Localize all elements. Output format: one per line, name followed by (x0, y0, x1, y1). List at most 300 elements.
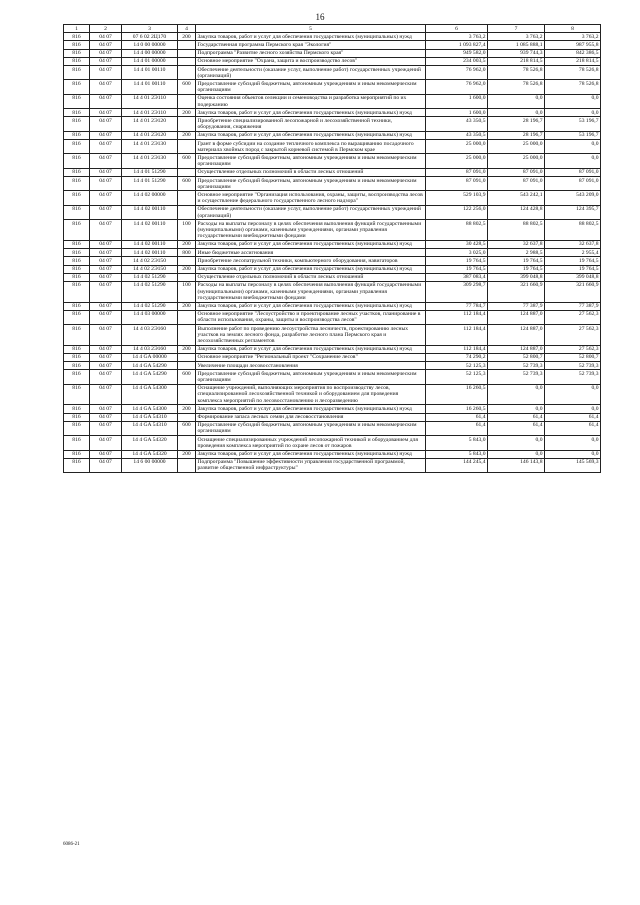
cell-amount-year3: 842 386,5 (545, 49, 601, 57)
cell-amount-year2: 543 242,1 (488, 191, 545, 205)
cell-expense-type (178, 325, 196, 346)
cell-target-article: 14 4 01 51290 (122, 168, 178, 176)
cell-target-article: 14 4 GA 54290 (122, 370, 178, 384)
cell-amount-year2: 0,0 (488, 450, 545, 458)
cell-amount-year1: 3 025,0 (426, 249, 488, 257)
cell-section: 04 07 (90, 458, 122, 472)
cell-name: Грант в форме субсидии на создание тепличного комплекса по выращиванию посадочного материала хвойных пород с закрытой корневой системой в Пермском крае (196, 140, 426, 154)
cell-name: Предоставление субсидий бюджетным, автономным учреждениям и иным некоммерческим организациям (196, 80, 426, 94)
table-row (64, 257, 601, 265)
cell-amount-year2: 52 800,7 (488, 353, 545, 361)
cell-amount-year2: 0,0 (488, 436, 545, 450)
cell-expense-type: 200 (178, 405, 196, 413)
cell-section: 04 07 (90, 265, 122, 273)
cell-expense-type: 800 (178, 249, 196, 257)
table-row (64, 33, 601, 41)
table-row (64, 205, 601, 219)
cell-section: 04 07 (90, 257, 122, 265)
cell-amount-year3: 52 800,7 (545, 353, 601, 361)
cell-target-article: 14 4 02 00110 (122, 220, 178, 241)
cell-name: Государственная программа Пермского края "Экология" (196, 41, 426, 49)
cell-expense-type (178, 384, 196, 405)
cell-amount-year2: 52 739,3 (488, 370, 545, 384)
cell-amount-year3: 0,0 (545, 94, 601, 108)
table-row (64, 384, 601, 405)
cell-expense-type: 100 (178, 281, 196, 302)
cell-section: 04 07 (90, 205, 122, 219)
cell-amount-year3: 145 569,3 (545, 458, 601, 472)
cell-section: 04 07 (90, 168, 122, 176)
header-row (64, 25, 601, 33)
cell-amount-year2: 124 887,0 (488, 310, 545, 324)
cell-expense-type (178, 273, 196, 281)
cell-section: 04 07 (90, 249, 122, 257)
cell-section: 04 07 (90, 405, 122, 413)
cell-amount-year1: 87 091,0 (426, 177, 488, 191)
cell-section: 04 07 (90, 94, 122, 108)
cell-name: Закупка товаров, работ и услуг для обеспечения государственных (муниципальных) нужд (196, 450, 426, 458)
cell-amount-year2: 88 802,5 (488, 220, 545, 241)
cell-section: 04 07 (90, 41, 122, 49)
table-row (64, 140, 601, 154)
table-row (64, 345, 601, 353)
cell-expense-type (178, 117, 196, 131)
cell-ministry: 816 (64, 384, 90, 405)
cell-name: Осуществление отдельных полномочий в области лесных отношений (196, 168, 426, 176)
cell-section: 04 07 (90, 273, 122, 281)
cell-expense-type (178, 168, 196, 176)
cell-amount-year1: 234 003,5 (426, 57, 488, 65)
table-row (64, 265, 601, 273)
cell-name: Закупка товаров, работ и услуг для обеспечения государственных (муниципальных) нужд (196, 345, 426, 353)
cell-name: Закупка товаров, работ и услуг для обеспечения государственных (муниципальных) нужд (196, 405, 426, 413)
cell-amount-year2: 2 988,5 (488, 249, 545, 257)
cell-amount-year3: 0,0 (545, 384, 601, 405)
cell-expense-type: 200 (178, 109, 196, 117)
cell-ministry: 816 (64, 66, 90, 80)
cell-target-article: 14 4 01 2Э110 (122, 109, 178, 117)
cell-name: Закупка товаров, работ и услуг для обеспечения государственных (муниципальных) нужд (196, 131, 426, 139)
cell-amount-year3: 78 526,8 (545, 66, 601, 80)
cell-amount-year2: 78 526,8 (488, 80, 545, 94)
table-row (64, 131, 601, 139)
cell-ministry: 816 (64, 117, 90, 131)
cell-expense-type (178, 362, 196, 370)
table-row (64, 325, 601, 346)
table-row (64, 450, 601, 458)
cell-amount-year3: 27 562,3 (545, 325, 601, 346)
cell-section: 04 07 (90, 384, 122, 405)
cell-ministry: 816 (64, 220, 90, 241)
cell-amount-year1: 1 600,0 (426, 109, 488, 117)
cell-name: Иные бюджетные ассигнования (196, 249, 426, 257)
cell-target-article: 14 4 03 00000 (122, 310, 178, 324)
cell-section: 04 07 (90, 362, 122, 370)
cell-amount-year2: 78 526,8 (488, 66, 545, 80)
cell-amount-year3: 0,0 (545, 154, 601, 168)
cell-amount-year2: 0,0 (488, 405, 545, 413)
cell-ministry: 816 (64, 205, 90, 219)
cell-section: 04 07 (90, 325, 122, 346)
cell-amount-year2: 321 660,9 (488, 281, 545, 302)
cell-name: Закупка товаров, работ и услуг для обеспечения государственных (муниципальных) нужд (196, 265, 426, 273)
cell-ministry: 816 (64, 140, 90, 154)
cell-expense-type (178, 140, 196, 154)
cell-ministry: 816 (64, 302, 90, 310)
cell-target-article: 14 4 02 51290 (122, 273, 178, 281)
cell-target-article: 14 4 02 00110 (122, 249, 178, 257)
cell-ministry: 816 (64, 131, 90, 139)
column-header: 1 (64, 25, 90, 33)
cell-name: Приобретение лесопатрульной техники, компьютерного оборудования, навигаторов (196, 257, 426, 265)
cell-ministry: 816 (64, 191, 90, 205)
table-row (64, 362, 601, 370)
cell-target-article: 14 4 01 2Э130 (122, 154, 178, 168)
table-row (64, 370, 601, 384)
cell-target-article: 14 4 GA 54310 (122, 421, 178, 435)
cell-expense-type: 200 (178, 33, 196, 41)
cell-ministry: 816 (64, 168, 90, 176)
cell-section: 04 07 (90, 57, 122, 65)
cell-expense-type (178, 66, 196, 80)
cell-section: 04 07 (90, 66, 122, 80)
cell-amount-year2: 87 091,0 (488, 168, 545, 176)
cell-amount-year1: 1 600,0 (426, 94, 488, 108)
cell-amount-year1: 87 091,0 (426, 168, 488, 176)
cell-amount-year2: 124 887,0 (488, 345, 545, 353)
cell-amount-year2: 19 764,5 (488, 257, 545, 265)
cell-target-article: 14 4 01 2Э120 (122, 117, 178, 131)
cell-name: Основное мероприятие "Лесоустройство и проектирование лесных участков, планирование в области использования, охраны, защиты и воспроизводства лесов" (196, 310, 426, 324)
table-row (64, 154, 601, 168)
table-row (64, 458, 601, 472)
cell-name: Подпрограмма "Повышение эффективности управления государственной программой, развитие общественной инфраструктуры" (196, 458, 426, 472)
column-header: 3 (122, 25, 178, 33)
cell-amount-year1: 61,4 (426, 413, 488, 421)
cell-amount-year1: 112 184,4 (426, 310, 488, 324)
cell-target-article: 14 4 01 2Э120 (122, 131, 178, 139)
cell-amount-year3: 0,0 (545, 140, 601, 154)
cell-amount-year2: 25 000,0 (488, 140, 545, 154)
cell-expense-type (178, 353, 196, 361)
cell-expense-type: 200 (178, 450, 196, 458)
cell-amount-year3: 88 802,5 (545, 220, 601, 241)
cell-amount-year1: 16 260,5 (426, 384, 488, 405)
cell-amount-year3: 53 196,7 (545, 131, 601, 139)
cell-amount-year3: 0,0 (545, 436, 601, 450)
cell-amount-year1: 43 350,5 (426, 131, 488, 139)
cell-name: Предоставление субсидий бюджетным, автономным учреждениям и иным некоммерческим организациям (196, 154, 426, 168)
cell-expense-type (178, 94, 196, 108)
cell-amount-year3: 32 637,8 (545, 240, 601, 248)
cell-target-article: 14 0 00 00000 (122, 41, 178, 49)
cell-amount-year2: 124 428,8 (488, 205, 545, 219)
cell-expense-type: 100 (178, 220, 196, 241)
cell-amount-year1: 387 083,4 (426, 273, 488, 281)
cell-amount-year1: 122 256,0 (426, 205, 488, 219)
cell-name: Основное мероприятие "Организация использования, охраны, защиты, воспроизводства лесов и осуществление федерального государственного лесного надзора" (196, 191, 426, 205)
cell-section: 04 07 (90, 177, 122, 191)
cell-amount-year1: 16 260,5 (426, 405, 488, 413)
cell-expense-type: 200 (178, 345, 196, 353)
cell-name: Оснащение специализированных учреждений лесопожарной техникой и оборудованием для проведения комплекса мероприятий по охране лесов от пожаров (196, 436, 426, 450)
cell-amount-year2: 19 764,5 (488, 265, 545, 273)
cell-amount-year1: 25 000,0 (426, 140, 488, 154)
cell-amount-year3: 77 387,9 (545, 302, 601, 310)
column-header: 2 (90, 25, 122, 33)
table-row (64, 281, 601, 302)
cell-target-article: 14 4 00 00000 (122, 49, 178, 57)
cell-name: Расходы на выплаты персоналу в целях обеспечения выполнения функций государственными (муниципальными) органами, казенными учреждениями, органами управления государственными внебюджетными фондами (196, 220, 426, 241)
cell-ministry: 816 (64, 249, 90, 257)
cell-target-article: 14 6 00 00000 (122, 458, 178, 472)
table-row (64, 177, 601, 191)
cell-amount-year1: 309 298,7 (426, 281, 488, 302)
cell-ministry: 816 (64, 345, 90, 353)
table-row (64, 49, 601, 57)
cell-section: 04 07 (90, 109, 122, 117)
cell-ministry: 816 (64, 265, 90, 273)
cell-name: Предоставление субсидий бюджетным, автономным учреждениям и иным некоммерческим организациям (196, 370, 426, 384)
cell-amount-year3: 0,0 (545, 405, 601, 413)
cell-ministry: 816 (64, 109, 90, 117)
table-row (64, 405, 601, 413)
cell-amount-year3: 87 091,0 (545, 177, 601, 191)
cell-amount-year3: 399 048,8 (545, 273, 601, 281)
cell-ministry: 816 (64, 281, 90, 302)
table-row (64, 273, 601, 281)
table-row (64, 117, 601, 131)
cell-expense-type (178, 310, 196, 324)
cell-name: Закупка товаров, работ и услуг для обеспечения государственных (муниципальных) нужд (196, 240, 426, 248)
cell-section: 04 07 (90, 353, 122, 361)
cell-amount-year2: 0,0 (488, 384, 545, 405)
cell-amount-year1: 88 802,5 (426, 220, 488, 241)
cell-ministry: 816 (64, 450, 90, 458)
cell-ministry: 816 (64, 370, 90, 384)
cell-expense-type: 200 (178, 302, 196, 310)
cell-amount-year2: 0,0 (488, 94, 545, 108)
cell-amount-year1: 19 764,5 (426, 265, 488, 273)
cell-target-article: 14 4 02 00110 (122, 240, 178, 248)
cell-section: 04 07 (90, 80, 122, 94)
cell-name: Формирование запаса лесных семян для лесовосстановления (196, 413, 426, 421)
cell-amount-year1: 77 784,7 (426, 302, 488, 310)
cell-target-article: 14 4 03 2Э160 (122, 325, 178, 346)
cell-ministry: 816 (64, 353, 90, 361)
cell-section: 04 07 (90, 117, 122, 131)
cell-expense-type: 600 (178, 370, 196, 384)
cell-target-article: 14 4 03 2Э160 (122, 345, 178, 353)
budget-table (63, 24, 601, 473)
cell-target-article: 14 4 02 51290 (122, 302, 178, 310)
cell-expense-type (178, 41, 196, 49)
cell-name: Закупка товаров, работ и услуг для обеспечения государственных (муниципальных) нужд (196, 302, 426, 310)
table-row (64, 191, 601, 205)
cell-section: 04 07 (90, 191, 122, 205)
cell-section: 04 07 (90, 302, 122, 310)
cell-ministry: 816 (64, 80, 90, 94)
cell-target-article: 14 4 01 00000 (122, 57, 178, 65)
cell-amount-year2: 77 387,9 (488, 302, 545, 310)
cell-amount-year2: 61,4 (488, 421, 545, 435)
cell-target-article: 14 4 02 2Э150 (122, 265, 178, 273)
cell-name: Закупка товаров, работ и услуг для обеспечения государственных (муниципальных) нужд (196, 33, 426, 41)
cell-name: Выполнение работ по проведению лесоустройства лесничеств, проектированию лесных участков на землях лесного фонда, разработке лесного плана Пермского края и лесохозяйственных регламентов (196, 325, 426, 346)
table-row (64, 41, 601, 49)
cell-ministry: 816 (64, 325, 90, 346)
cell-name: Приобретение специализированной лесопожарной и лесохозяйственной техники, оборудования, снаряжения (196, 117, 426, 131)
table-row (64, 310, 601, 324)
cell-section: 04 07 (90, 281, 122, 302)
cell-ministry: 816 (64, 273, 90, 281)
cell-amount-year2: 124 887,0 (488, 325, 545, 346)
cell-amount-year3: 52 739,3 (545, 362, 601, 370)
table-row (64, 168, 601, 176)
cell-amount-year1: 30 428,5 (426, 240, 488, 248)
cell-amount-year2: 399 048,8 (488, 273, 545, 281)
cell-target-article: 14 4 GA 54300 (122, 405, 178, 413)
table-row (64, 302, 601, 310)
cell-target-article: 14 4 01 51290 (122, 177, 178, 191)
cell-amount-year1: 1 093 827,4 (426, 41, 488, 49)
table-row (64, 249, 601, 257)
cell-amount-year3: 19 764,5 (545, 265, 601, 273)
cell-expense-type: 200 (178, 265, 196, 273)
cell-amount-year2: 939 744,3 (488, 49, 545, 57)
cell-amount-year3: 61,4 (545, 421, 601, 435)
cell-ministry: 816 (64, 362, 90, 370)
cell-section: 04 07 (90, 413, 122, 421)
cell-target-article: 14 4 GA 54320 (122, 450, 178, 458)
cell-target-article: 14 4 02 00000 (122, 191, 178, 205)
cell-section: 04 07 (90, 310, 122, 324)
cell-expense-type (178, 205, 196, 219)
cell-amount-year1: 3 763,2 (426, 33, 488, 41)
table-row (64, 413, 601, 421)
cell-target-article: 14 4 02 00110 (122, 205, 178, 219)
table-row (64, 94, 601, 108)
cell-amount-year1: 52 125,3 (426, 370, 488, 384)
cell-expense-type (178, 49, 196, 57)
cell-amount-year1: 25 000,0 (426, 154, 488, 168)
cell-amount-year2: 218 814,5 (488, 57, 545, 65)
cell-section: 04 07 (90, 49, 122, 57)
cell-section: 04 07 (90, 240, 122, 248)
cell-amount-year3: 19 764,5 (545, 257, 601, 265)
cell-amount-year2: 52 739,3 (488, 362, 545, 370)
column-header: 8 (545, 25, 601, 33)
table-row (64, 240, 601, 248)
cell-amount-year1: 52 125,3 (426, 362, 488, 370)
cell-section: 04 07 (90, 33, 122, 41)
table-row (64, 353, 601, 361)
cell-expense-type: 600 (178, 421, 196, 435)
table-row (64, 57, 601, 65)
cell-ministry: 816 (64, 240, 90, 248)
cell-amount-year3: 52 739,3 (545, 370, 601, 384)
cell-ministry: 816 (64, 41, 90, 49)
cell-expense-type (178, 436, 196, 450)
cell-amount-year1: 76 962,0 (426, 80, 488, 94)
column-header: 4 (178, 25, 196, 33)
table-row (64, 421, 601, 435)
cell-amount-year3: 3 763,2 (545, 33, 601, 41)
cell-ministry: 816 (64, 257, 90, 265)
cell-amount-year3: 321 660,9 (545, 281, 601, 302)
cell-ministry: 816 (64, 94, 90, 108)
cell-ministry: 816 (64, 33, 90, 41)
cell-amount-year2: 0,0 (488, 109, 545, 117)
cell-ministry: 816 (64, 405, 90, 413)
column-header: 6 (426, 25, 488, 33)
cell-target-article: 14 4 GA 54310 (122, 413, 178, 421)
cell-target-article: 14 4 GA 54300 (122, 384, 178, 405)
cell-ministry: 816 (64, 49, 90, 57)
cell-amount-year1: 43 350,5 (426, 117, 488, 131)
column-header: 7 (488, 25, 545, 33)
cell-amount-year2: 28 196,7 (488, 117, 545, 131)
cell-section: 04 07 (90, 345, 122, 353)
cell-amount-year2: 32 637,8 (488, 240, 545, 248)
cell-target-article: 14 4 01 00110 (122, 66, 178, 80)
cell-name: Основное мероприятие "Охрана, защита и воспроизводство лесов" (196, 57, 426, 65)
cell-amount-year3: 78 526,8 (545, 80, 601, 94)
cell-amount-year3: 0,0 (545, 450, 601, 458)
cell-amount-year2: 87 091,0 (488, 177, 545, 191)
cell-name: Предоставление субсидий бюджетным, автономным учреждениям и иным некоммерческим организациям (196, 421, 426, 435)
cell-amount-year1: 5 843,0 (426, 436, 488, 450)
cell-name: Закупка товаров, работ и услуг для обеспечения государственных (муниципальных) нужд (196, 109, 426, 117)
cell-ministry: 816 (64, 413, 90, 421)
cell-amount-year1: 19 764,5 (426, 257, 488, 265)
cell-ministry: 816 (64, 436, 90, 450)
cell-amount-year1: 76 962,0 (426, 66, 488, 80)
cell-amount-year1: 61,4 (426, 421, 488, 435)
column-header: 5 (196, 25, 426, 33)
cell-ministry: 816 (64, 421, 90, 435)
cell-amount-year2: 25 000,0 (488, 154, 545, 168)
cell-expense-type: 200 (178, 131, 196, 139)
cell-expense-type: 600 (178, 80, 196, 94)
table-row (64, 80, 601, 94)
cell-section: 04 07 (90, 450, 122, 458)
cell-amount-year1: 949 582,0 (426, 49, 488, 57)
cell-amount-year3: 53 196,7 (545, 117, 601, 131)
cell-expense-type (178, 413, 196, 421)
cell-expense-type (178, 57, 196, 65)
cell-name: Увеличение площади лесовосстановления (196, 362, 426, 370)
cell-name: Подпрограмма "Развитие лесного хозяйства Пермского края" (196, 49, 426, 57)
cell-target-article: 14 4 01 2Э110 (122, 94, 178, 108)
cell-amount-year1: 74 290,2 (426, 353, 488, 361)
cell-amount-year3: 0,0 (545, 109, 601, 117)
cell-expense-type: 600 (178, 177, 196, 191)
cell-section: 04 07 (90, 220, 122, 241)
cell-ministry: 816 (64, 154, 90, 168)
cell-section: 04 07 (90, 140, 122, 154)
cell-section: 04 07 (90, 436, 122, 450)
cell-section: 04 07 (90, 154, 122, 168)
cell-ministry: 816 (64, 458, 90, 472)
cell-name: Предоставление субсидий бюджетным, автономным учреждениям и иным некоммерческим организациям (196, 177, 426, 191)
cell-amount-year2: 61,4 (488, 413, 545, 421)
cell-ministry: 816 (64, 57, 90, 65)
table-row (64, 109, 601, 117)
cell-expense-type (178, 191, 196, 205)
cell-amount-year3: 27 562,3 (545, 345, 601, 353)
cell-expense-type (178, 257, 196, 265)
